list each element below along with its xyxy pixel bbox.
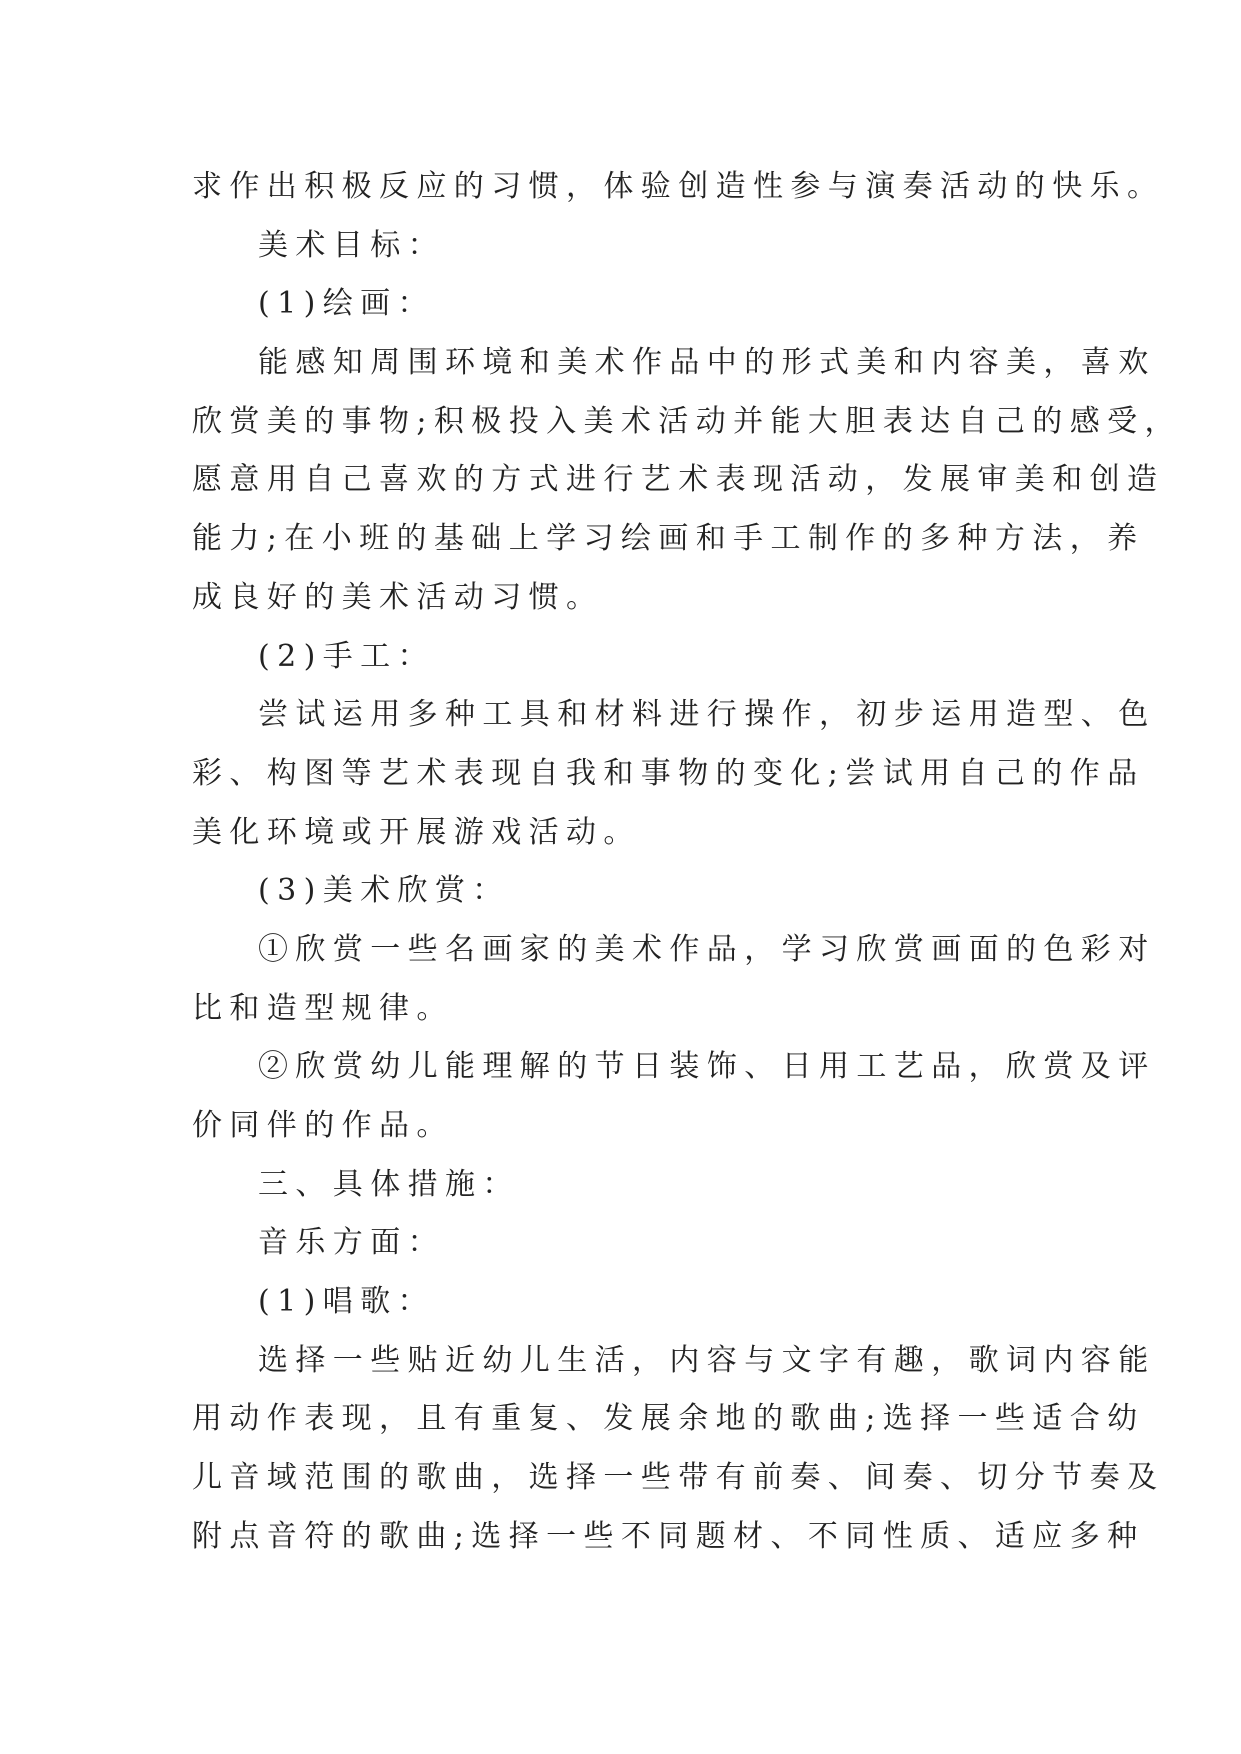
text-line: 比和造型规律。 <box>192 990 454 1026</box>
document-body <box>192 158 1182 1567</box>
text-line: 价同伴的作品。 <box>192 1108 454 1143</box>
text-line: ①欣赏一些名画家的美术作品，学习欣赏画面的色彩对 <box>258 931 1156 967</box>
subsection-heading: (3)美术欣赏： <box>258 873 510 909</box>
text-line: 能力;在小班的基础上学习绘画和手工制作的多种方法，养 <box>192 521 1145 557</box>
subsection-heading: (1)绘画： <box>258 286 435 322</box>
text-line: 彩、构图等艺术表现自我和事物的变化;尝试用自己的作品 <box>192 755 1145 791</box>
text-line: ②欣赏幼儿能理解的节日装饰、日用工艺品，欣赏及评 <box>258 1049 1156 1085</box>
text-line: 美化环境或开展游戏活动。 <box>192 814 641 850</box>
subsection-heading: (2)手工： <box>258 638 435 674</box>
text-line: 用动作表现，且有重复、发展余地的歌曲;选择一些适合幼 <box>192 1401 1145 1437</box>
text-line: 尝试运用多种工具和材料进行操作，初步运用造型、色 <box>258 697 1156 733</box>
text-line: 选择一些贴近幼儿生活，内容与文字有趣，歌词内容能 <box>258 1342 1156 1378</box>
text-line: 成良好的美术活动习惯。 <box>192 579 604 615</box>
subsection-heading: (1)唱歌： <box>258 1284 435 1320</box>
text-line: 欣赏美的事物;积极投入美术活动并能大胆表达自己的感受， <box>192 403 1182 439</box>
text-line: 儿音域范围的歌曲，选择一些带有前奏、间奏、切分节奏及 <box>192 1460 1165 1496</box>
section-heading: 三、具体措施： <box>258 1166 520 1202</box>
text-line: 附点音符的歌曲;选择一些不同题材、不同性质、适应多种 <box>192 1518 1145 1554</box>
text-line: 求作出积极反应的习惯，体验创造性参与演奏活动的快乐。 <box>192 169 1165 204</box>
section-heading: 美术目标： <box>258 227 445 263</box>
text-line: 能感知周围环境和美术作品中的形式美和内容美，喜欢 <box>258 345 1156 381</box>
section-heading: 音乐方面： <box>258 1225 445 1261</box>
text-line: 愿意用自己喜欢的方式进行艺术表现活动，发展审美和创造 <box>192 462 1165 498</box>
